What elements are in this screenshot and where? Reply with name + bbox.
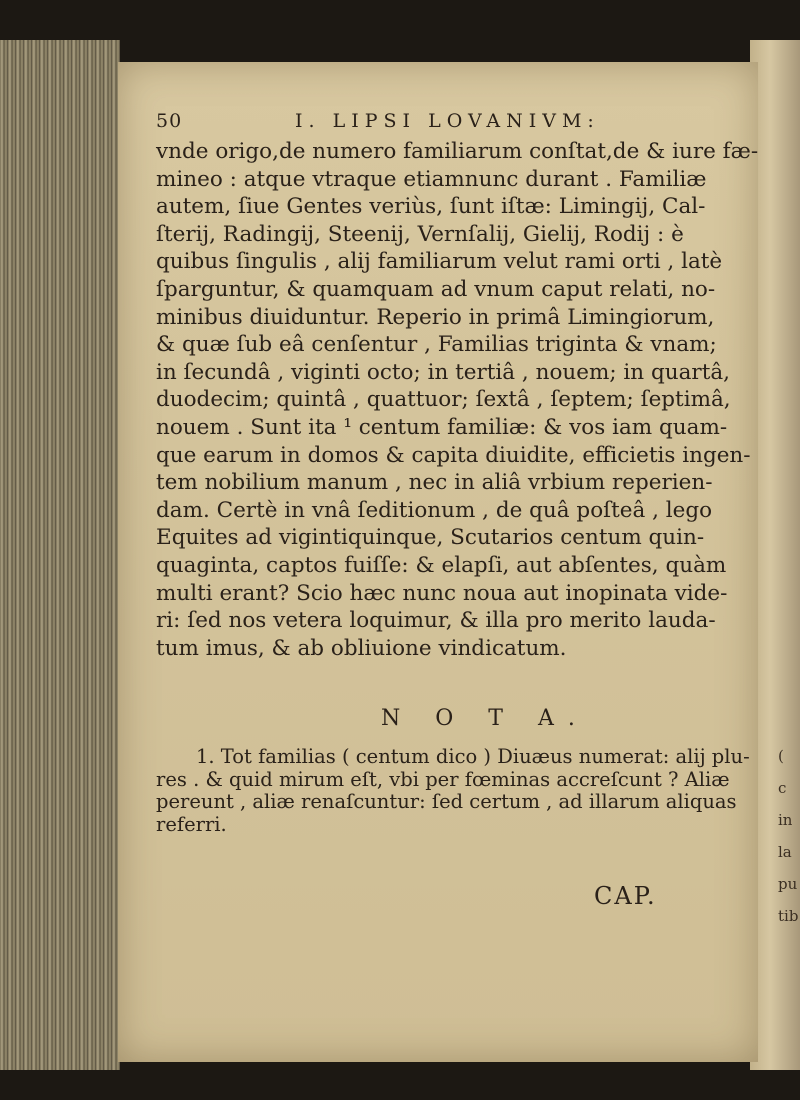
text-line: nouem . Sunt ita ¹ centum familiæ: & vos iam quam- (156, 414, 728, 440)
text-line: dam. Certè in vnâ ſeditionum , de quâ poſteâ , lego (156, 497, 713, 523)
text-line: ſterij, Radingij, Steenij, Vernſalij, Gielij, Rodij : è (156, 221, 684, 247)
text-line: quaginta, captos fuiſſe: & elapſi, aut abſentes, quàm (156, 552, 727, 578)
notes-heading: N O T A. (381, 706, 589, 732)
fragment: ( (778, 747, 784, 765)
text-line: que earum in domos & capita diuidite, efficietis ingen- (156, 442, 751, 468)
text-line: in ſecundâ , viginti octo; in tertiâ , nouem; in quartâ, (156, 359, 730, 385)
footnotes (156, 745, 750, 836)
text-line: mineo : atque vtraque etiamnunc durant . Familiæ (156, 166, 707, 192)
fragment: tib (778, 907, 799, 925)
text-line: tem nobilium manum , nec in aliâ vrbium reperien- (156, 470, 713, 496)
text-line: ſparguntur, & quamquam ad vnum caput relati, no- (156, 276, 716, 302)
note-line: referri. (156, 812, 227, 836)
text-line: tum imus, & ab obliuione vindicatum. (156, 635, 567, 661)
fragment: pu (778, 875, 798, 893)
text-line: duodecim; quintâ , quattuor; ſextâ , ſeptem; ſeptimâ, (156, 387, 731, 413)
text-line: & quæ ſub eâ cenſentur , Familias triginta & vnam; (156, 332, 717, 358)
page-text (156, 110, 759, 911)
text-line: minibus diuiduntur. Reperio in primâ Limingiorum, (156, 304, 715, 330)
note-line: 1. Tot familias ( centum dico ) Diuæus numerat: alij plu- (196, 745, 750, 769)
text-line: multi erant? Scio hæc nunc noua aut inopinata vide- (156, 580, 728, 606)
text-line: vnde origo,de numero familiarum conſtat,de & iure fæ- (156, 139, 759, 164)
running-title: I. LIPSI LOVANIVM: (295, 110, 600, 132)
note-line: res . & quid mirum eſt, vbi per fœminas accreſcunt ? Aliæ (156, 767, 730, 791)
text-line: autem, ſiue Gentes veriùs, ſunt iſtæ: Limingij, Cal- (156, 194, 706, 220)
facing-page-fragments (778, 740, 798, 932)
page-number: 50 (156, 110, 183, 132)
catchword: CAP. (594, 882, 657, 911)
book-edge-left (0, 40, 120, 1070)
text-line: Equites ad vigintiquinque, Scutarios centum quin- (156, 525, 705, 551)
text-line: quibus ſingulis , alij familiarum velut rami orti , latè (156, 249, 723, 275)
running-header (156, 110, 716, 136)
main-text (156, 138, 759, 662)
fragment: in (778, 811, 793, 829)
fragment: c (778, 779, 787, 797)
text-line: ri: ſed nos vetera loquimur, & illa pro merito lauda- (156, 608, 716, 634)
book-page (118, 62, 758, 1062)
fragment: la (778, 843, 792, 861)
note-line: pereunt , aliæ renaſcuntur: ſed certum , ad illarum aliquas (156, 790, 737, 814)
